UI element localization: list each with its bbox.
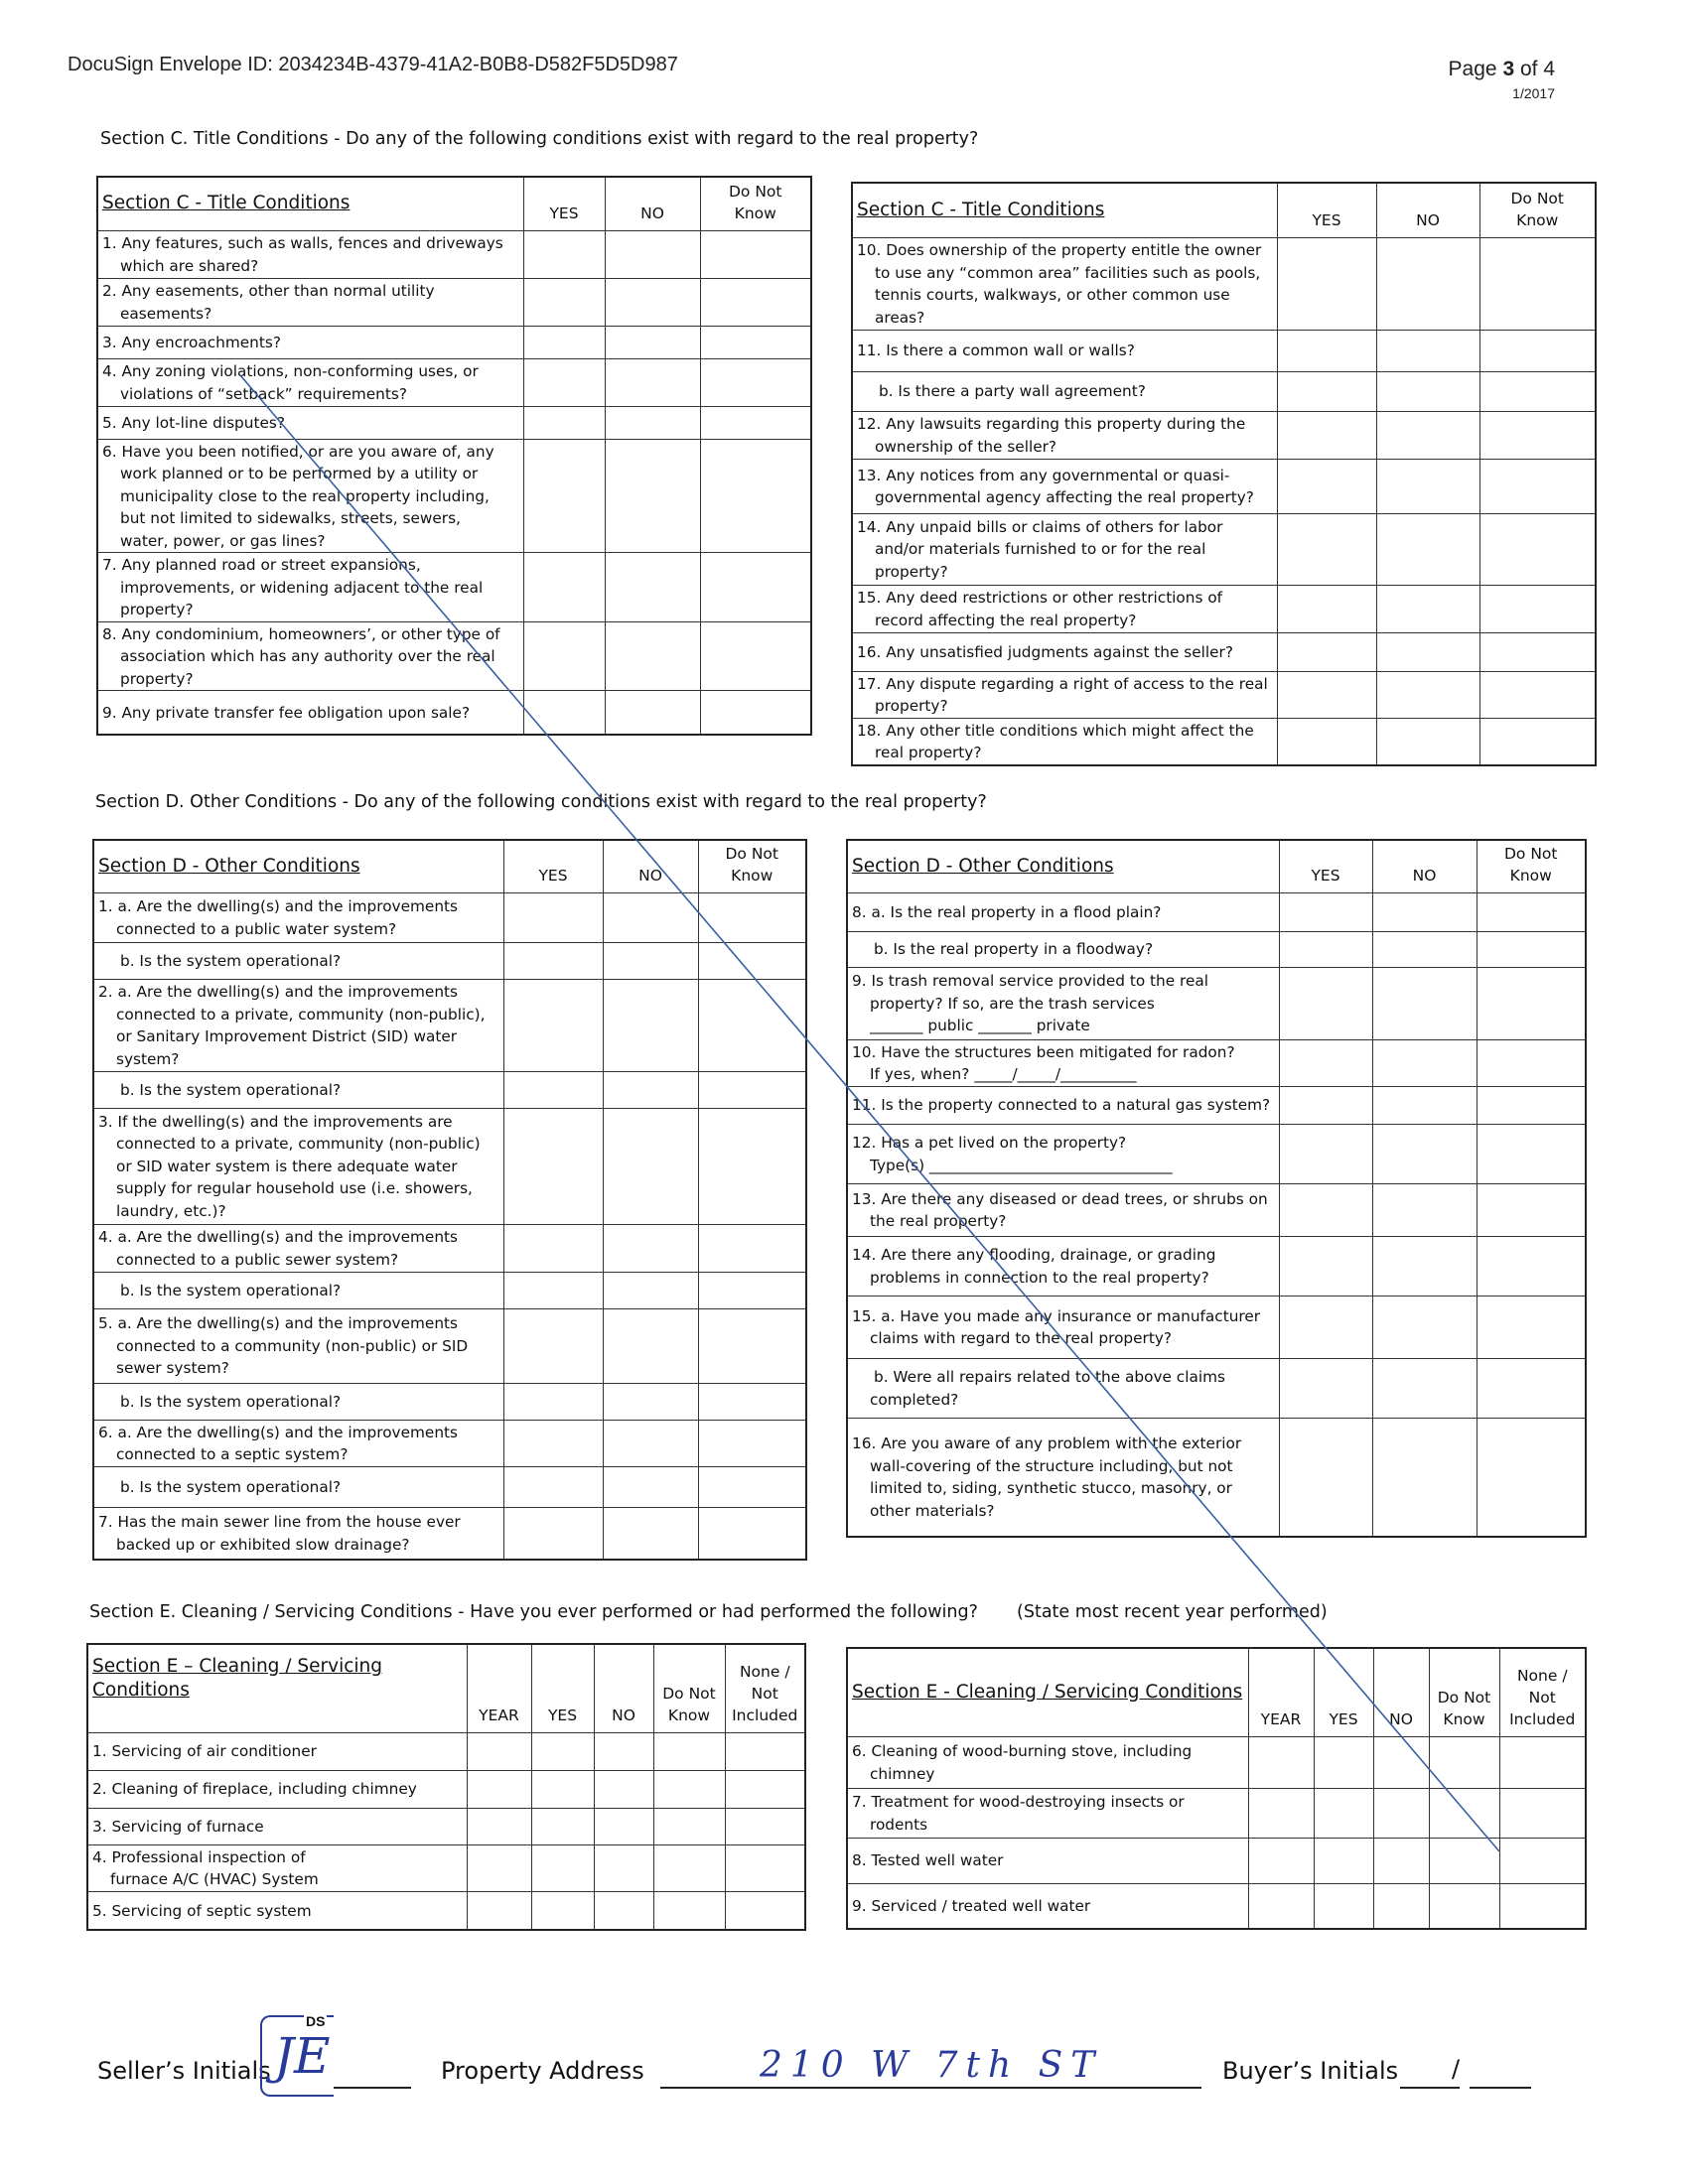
question-line: 17. Any dispute regarding a right of access to the real [857,674,1268,693]
question-line: If yes, when? _____/_____/__________ [870,1065,1137,1083]
col-no: NO [605,177,700,230]
question-line: 2. Any easements, other than normal utility [102,282,435,300]
question-line: b. Is there a party wall agreement? [879,382,1146,401]
question-line: property? [875,697,948,715]
question-line: b. Is the system operational? [120,1080,342,1099]
docusign-tag: DS [306,2013,326,2029]
question-line: property? If so, are the trash services [870,994,1155,1013]
question-line: claims with regard to the real property? [870,1329,1173,1347]
question-line: municipality close to the real property including, [120,486,490,505]
col-yes: YES [503,840,603,892]
question-line: 16. Any unsatisfied judgments against the seller? [857,642,1233,661]
col-do-not-know: Do Not Know [698,840,806,892]
question-line: 9. Is trash removal service provided to the real [852,972,1208,991]
question-line: property? [120,601,194,618]
col-yes: YES [1314,1648,1373,1736]
question-line: 11. Is there a common wall or walls? [857,341,1135,360]
col-do-not-know: Do Not Know [700,177,811,230]
question-line: 4. Any zoning violations, non-conforming uses, or [102,362,479,380]
question-line: connected to a public sewer system? [116,1250,399,1269]
col-do-not-know: Do Not Know [1429,1648,1499,1736]
col-do-not-know: Do Not Know [1477,840,1586,892]
question-line: property? [120,669,194,688]
question-line: violations of “setback” requirements? [120,384,407,403]
question-line: b. Is the real property in a floodway? [874,940,1154,959]
question-line: which are shared? [120,256,259,275]
question-line: governmental agency affecting the real property? [875,488,1254,506]
col-no: NO [594,1644,653,1732]
question-line: areas? [875,308,925,327]
question-line: 7. Any planned road or street expansions, [102,556,421,574]
question-line: easements? [120,304,212,323]
question-line: 5. a. Are the dwelling(s) and the improvements [98,1314,458,1333]
question-line: 7. Treatment for wood-destroying insects or [852,1793,1185,1811]
question-line: other materials? [870,1501,995,1520]
question-line: real property? [875,744,982,761]
section-d-intro-text: - Do any of the following conditions exist with regard to the real property? [337,792,987,812]
question-line: backed up or exhibited slow drainage? [116,1535,410,1554]
question-line: connected to a private, community (non-public) [116,1135,481,1154]
section-c-intro-text: - Do any of the following conditions exist with regard to the real property? [328,129,979,149]
question-line: completed? [870,1390,959,1409]
question-line: 3. Any encroachments? [102,333,281,351]
question-line: 8. Tested well water [852,1851,1004,1870]
question-line: 1. a. Are the dwelling(s) and the improvements [98,897,458,915]
question-line: 13. Any notices from any governmental or quasi- [857,466,1230,484]
question-line: b. Is the system operational? [120,1392,342,1411]
question-line: work planned or to be performed by a utility or [120,465,479,482]
question-line: 11. Is the property connected to a natural gas system? [852,1096,1271,1115]
question-line: 15. a. Have you made any insurance or manufacturer [852,1306,1261,1325]
col-no: NO [603,840,698,892]
question-line: 13. Are there any diseased or dead trees, or shrubs on [852,1189,1268,1208]
question-line: connected to a septic system? [116,1445,349,1463]
question-line: or Sanitary Improvement District (SID) water [116,1027,458,1045]
question-line: b. Were all repairs related to the above claims [874,1368,1225,1386]
col-no: NO [1373,1648,1429,1736]
question-line: furnace A/C (HVAC) System [110,1870,319,1888]
col-yes: YES [1277,183,1376,237]
page-label: Page [1448,58,1497,80]
col-year: YEAR [1248,1648,1314,1736]
section-e-intro-note: (State most recent year performed) [1017,1602,1328,1622]
question-line: 2. a. Are the dwelling(s) and the improvements [98,983,458,1001]
property-address-value: 210 W 7th ST [760,2045,1103,2086]
question-line: connected to a community (non-public) or SID [116,1336,469,1355]
question-line: 6. a. Are the dwelling(s) and the improvements [98,1423,458,1441]
question-line: 10. Have the structures been mitigated for radon? [852,1042,1235,1061]
section-d-table-title: Section D - Other Conditions [847,840,1279,892]
question-line: 14. Any unpaid bills or claims of others for labor [857,517,1223,536]
question-line: 1. Servicing of air conditioner [92,1742,317,1761]
question-line: b. Is the system operational? [120,951,342,970]
question-line: 9. Any private transfer fee obligation upon sale? [102,703,471,722]
question-line: _______ public _______ private [870,1017,1090,1035]
question-line: 7. Has the main sewer line from the house ever [98,1513,461,1532]
question-line: limited to, siding, synthetic stucco, masonry, or [870,1479,1232,1498]
section-c-intro-title: Section C. Title Conditions [100,129,329,149]
question-line: 3. If the dwelling(s) and the improvements are [98,1112,453,1131]
question-line: chimney [870,1764,935,1783]
question-line: record affecting the real property? [875,611,1137,629]
section-e-right-table-title: Section E - Cleaning / Servicing Conditions [847,1648,1248,1736]
col-none-not-included: None / Not Included [725,1644,805,1732]
question-line: or SID water system is there adequate water [116,1157,458,1175]
question-line: 9. Serviced / treated well water [852,1897,1091,1915]
question-line: 18. Any other title conditions which might affect the [857,721,1254,740]
question-line: 16. Are you aware of any problem with the exterior [852,1434,1242,1453]
buyers-initials-line-1[interactable] [1400,2087,1460,2089]
section-c-table-title: Section C - Title Conditions [852,183,1277,237]
question-line: 12. Has a pet lived on the property? [852,1134,1127,1152]
question-line: supply for regular household use (i.e. showers, [116,1179,473,1198]
question-line: and/or materials furnished to or for the real [875,540,1206,559]
question-line: 6. Cleaning of wood-burning stove, including [852,1742,1193,1760]
question-line: 14. Are there any flooding, drainage, or grading [852,1246,1216,1264]
docusign-envelope-id: DocuSign Envelope ID: 2034234B-4379-41A2-B0B8-D582F5D5D987 [68,54,678,75]
property-address-label: Property Address [441,2057,644,2085]
question-line: system? [116,1049,180,1068]
question-line: 3. Servicing of furnace [92,1817,264,1836]
buyers-initials-label: Buyer’s Initials [1222,2057,1399,2085]
question-line: 6. Have you been notified, or are you aware of, any [102,442,494,461]
question-line: 4. a. Are the dwelling(s) and the improvements [98,1228,458,1246]
question-line: laundry, etc.)? [116,1201,226,1220]
property-address-line[interactable] [660,2087,1201,2089]
question-line: wall-covering of the structure including, but not [870,1456,1233,1475]
question-line: water, power, or gas lines? [120,531,326,550]
question-line: problems in connection to the real property? [870,1268,1209,1287]
sellers-initials-line [334,2087,411,2089]
question-line: 5. Any lot-line disputes? [102,413,285,432]
question-line: 10. Does ownership of the property entitle the owner [857,241,1262,259]
section-c-table-title: Section C - Title Conditions [97,177,523,230]
question-line: sewer system? [116,1359,229,1378]
question-line: 8. a. Is the real property in a flood plain? [852,902,1162,921]
strike-line [240,375,1499,1851]
question-line: ownership of the seller? [875,437,1057,456]
question-line: Type(s) ________________________________ [870,1156,1173,1174]
col-no: NO [1372,840,1477,892]
sellers-initials-value: JE [274,2027,331,2085]
section-e-intro-title: Section E. Cleaning / Servicing Conditions [89,1602,453,1622]
form-date: 1/2017 [1512,85,1555,101]
col-yes: YES [531,1644,594,1732]
question-line: connected to a private, community (non-public), [116,1005,486,1024]
question-line: to use any “common area” facilities such as pools, [875,263,1261,282]
section-e-left-table-title: Section E – Cleaning / Servicing Conditions [87,1644,467,1732]
question-line: 15. Any deed restrictions or other restrictions of [857,589,1223,607]
question-line: tennis courts, walkways, or other common use [875,286,1230,304]
question-line: connected to a public water system? [116,919,397,938]
page-total: of 4 [1519,58,1555,80]
sellers-initials-label: Seller’s Initials [97,2057,271,2085]
question-line: 2. Cleaning of fireplace, including chimney [92,1780,417,1799]
question-line: but not limited to sidewalks, streets, sewers, [120,509,461,527]
question-line: 5. Servicing of septic system [92,1901,312,1920]
question-line: b. Is the system operational? [120,1477,342,1496]
col-none-not-included: None / Not Included [1499,1648,1586,1736]
section-e-intro-text: - Have you ever performed or had performed the following? [452,1602,978,1622]
page-current: 3 [1502,58,1515,80]
question-line: 1. Any features, such as walls, fences and driveways [102,234,503,252]
col-no: NO [1376,183,1479,237]
section-d-table-title: Section D - Other Conditions [93,840,503,892]
question-line: improvements, or widening adjacent to the real [120,578,484,597]
col-do-not-know: Do Not Know [1479,183,1596,237]
question-line: b. Is the system operational? [120,1281,342,1299]
question-line: property? [875,562,948,581]
col-yes: YES [1279,840,1372,892]
buyers-initials-separator: / [1452,2055,1461,2083]
col-do-not-know: Do Not Know [653,1644,725,1732]
question-line: 4. Professional inspection of [92,1847,306,1866]
section-d-intro-title: Section D. Other Conditions [95,792,338,812]
col-yes: YES [523,177,605,230]
question-line: association which has any authority over the real [120,647,495,665]
question-line: 8. Any condominium, homeowners’, or other type of [102,624,500,643]
question-line: rodents [870,1815,928,1834]
buyers-initials-line-2[interactable] [1470,2087,1531,2089]
question-line: 12. Any lawsuits regarding this property during the [857,415,1246,433]
question-line: the real property? [870,1212,1007,1230]
col-year: YEAR [467,1644,531,1732]
